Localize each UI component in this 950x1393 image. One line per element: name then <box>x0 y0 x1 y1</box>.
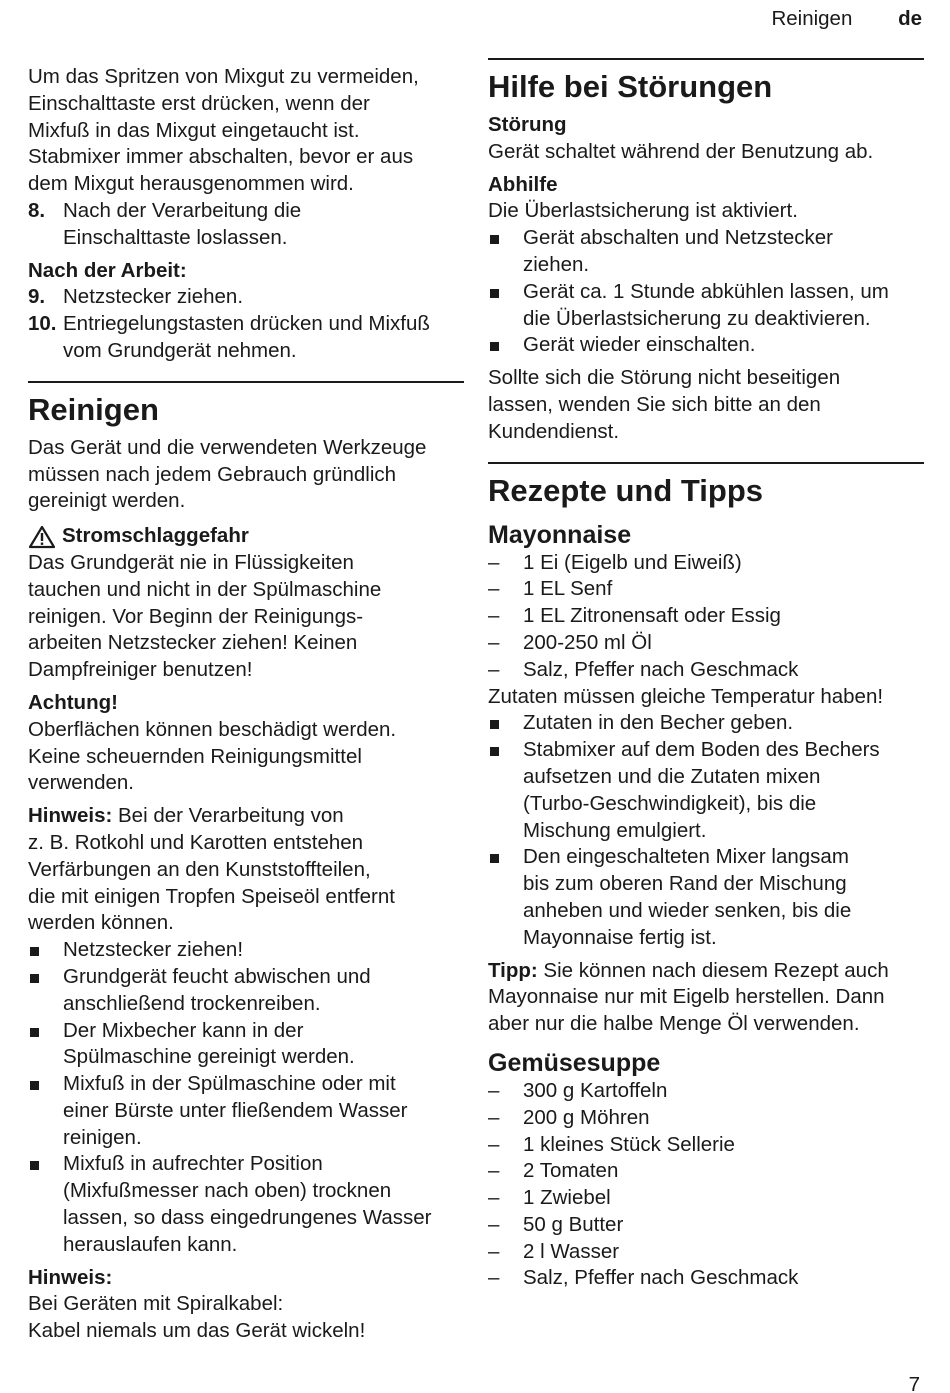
bullet-square-icon <box>28 1151 63 1258</box>
step-number: 10. <box>28 312 57 336</box>
dash-marker: – <box>488 1159 500 1183</box>
header-language: de <box>898 7 922 30</box>
text-line: die Überlastsicherung zu deaktivieren. <box>523 306 871 330</box>
text-line: 200 g Möhren <box>523 1105 650 1129</box>
text-line: Zutaten in den Becher geben. <box>523 711 794 735</box>
list-item <box>488 737 924 844</box>
after-work-label: Nach der Arbeit: <box>28 258 187 282</box>
text-line: 1 Zwiebel <box>523 1186 611 1210</box>
text-line: bis zum oberen Rand der Mischung <box>523 872 847 896</box>
warning-triangle-icon <box>28 525 56 549</box>
text-line: ziehen. <box>523 252 590 276</box>
hinweis-text <box>28 830 464 937</box>
hilfe-outro <box>488 365 924 445</box>
tipp-label: Tipp: <box>488 958 538 982</box>
bullet-square-icon <box>488 225 523 279</box>
text-line: Mixfuß in das Mixgut eingetaucht ist. <box>28 118 360 142</box>
rezepte-heading: Rezepte und Tipps <box>488 472 764 508</box>
text-line: Um das Spritzen von Mixgut zu vermeiden, <box>28 65 419 88</box>
step-9 <box>28 284 464 311</box>
text-line: 200-250 ml Öl <box>523 630 652 654</box>
list-item <box>488 550 924 577</box>
text-line: Grundgerät feucht abwischen und <box>63 964 371 988</box>
list-item <box>488 630 924 657</box>
text-line: Spülmaschine gereinigt werden. <box>63 1045 355 1069</box>
text-line: Mayonnaise fertig ist. <box>523 925 717 949</box>
mayo-note: Zutaten müssen gleiche Temperatur haben! <box>488 684 884 708</box>
text-line: (Mixfußmesser nach oben) trocknen <box>63 1179 392 1203</box>
text-line: Mixfuß in aufrechter Position <box>63 1152 323 1176</box>
hinweis2-text <box>28 1291 464 1345</box>
dash-marker: – <box>488 1186 500 1210</box>
list-item <box>488 710 924 737</box>
hinweis-label: Hinweis: <box>28 804 113 828</box>
text-line: Entriegelungstasten drücken und Mixfuß <box>63 312 430 336</box>
page-header <box>771 6 922 33</box>
list-item <box>488 1105 924 1132</box>
text-line: Keine scheuernden Reinigungsmittel <box>28 744 362 768</box>
text-line: 50 g Butter <box>523 1212 624 1236</box>
text-line: herauslaufen kann. <box>63 1232 238 1256</box>
text-line: die mit einigen Tropfen Speiseöl entfernt <box>28 884 395 908</box>
tipp-first-line <box>488 958 924 985</box>
warning-label: Stromschlaggefahr <box>62 524 249 548</box>
text-line: Salz, Pfeffer nach Geschmack <box>523 657 799 681</box>
text-line: werden können. <box>28 911 174 935</box>
section-divider <box>488 58 924 60</box>
list-item <box>28 1071 464 1151</box>
mayo-ingredients <box>488 550 924 684</box>
list-item <box>28 937 464 964</box>
dash-marker: – <box>488 1266 500 1290</box>
dash-marker: – <box>488 550 500 574</box>
text-line: Mayonnaise nur mit Eigelb herstellen. Dann <box>488 985 885 1009</box>
text-line: 2 l Wasser <box>523 1239 620 1263</box>
list-item <box>488 1239 924 1266</box>
list-item <box>488 279 924 333</box>
suppe-ingredients <box>488 1078 924 1292</box>
text-line: reinigen. <box>63 1125 142 1149</box>
dash-marker: – <box>488 577 500 601</box>
text-line: arbeiten Netzstecker ziehen! Keinen <box>28 631 358 655</box>
dash-marker: – <box>488 1212 500 1236</box>
text-line: Kundendienst. <box>488 419 620 443</box>
intro-text <box>28 64 464 198</box>
text-line: Das Grundgerät nie in Flüssigkeiten <box>28 550 354 574</box>
bullet-square-icon <box>488 737 523 844</box>
text-line: 1 EL Senf <box>523 577 613 601</box>
step-number: 8. <box>28 198 46 222</box>
text-line: Stabmixer auf dem Boden des Bechers <box>523 738 880 762</box>
text-line: Verfärbungen an den Kunststoffteilen, <box>28 857 371 881</box>
bullet-square-icon <box>488 279 523 333</box>
list-item <box>488 1078 924 1105</box>
bullet-square-icon <box>28 1018 63 1072</box>
bullet-square-icon <box>28 1071 63 1151</box>
hilfe-heading: Hilfe bei Störungen <box>488 69 773 104</box>
cleaning-bullets <box>28 937 464 1259</box>
list-item <box>488 844 924 951</box>
mayo-steps <box>488 710 924 951</box>
bullet-square-icon <box>488 332 523 359</box>
text-line: 2 Tomaten <box>523 1159 619 1183</box>
text-line: Nach der Verarbeitung die <box>63 198 302 222</box>
text-line: Netzstecker ziehen. <box>63 285 244 309</box>
text-line: reinigen. Vor Beginn der Reinigungs- <box>28 604 364 628</box>
abhilfe-text: Die Überlastsicherung ist aktiviert. <box>488 199 798 223</box>
list-item <box>488 225 924 279</box>
stoerung-text: Gerät schaltet während der Benutzung ab. <box>488 139 874 163</box>
achtung-label: Achtung! <box>28 690 118 714</box>
text-line: Bei Geräten mit Spiralkabel: <box>28 1292 284 1316</box>
text-line: Dampfreiniger benutzen! <box>28 658 253 682</box>
text-line: Mischung emulgiert. <box>523 818 707 842</box>
text-line: Einschalttaste loslassen. <box>63 225 288 249</box>
abhilfe-label: Abhilfe <box>488 172 558 196</box>
text-line: Sollte sich die Störung nicht beseitigen <box>488 366 841 390</box>
text-line: Den eingeschalteten Mixer langsam <box>523 845 849 869</box>
text-line: lassen, wenden Sie sich bitte an den <box>488 392 821 416</box>
text-line: Salz, Pfeffer nach Geschmack <box>523 1266 799 1290</box>
text-line: Mixfuß in der Spülmaschine oder mit <box>63 1072 396 1096</box>
bullet-square-icon <box>488 844 523 951</box>
dash-marker: – <box>488 604 500 628</box>
section-divider <box>488 462 924 464</box>
text-line: 1 Ei (Eigelb und Eiweiß) <box>523 550 742 574</box>
step-8 <box>28 198 464 252</box>
text-line: aufsetzen und die Zutaten mixen <box>523 764 821 788</box>
text-line: Der Mixbecher kann in der <box>63 1018 304 1042</box>
list-item <box>488 332 924 359</box>
step-10 <box>28 311 464 365</box>
dash-marker: – <box>488 630 500 654</box>
text-line: Das Gerät und die verwendeten Werkzeuge <box>28 435 427 459</box>
text-line: (Turbo-Geschwindigkeit), bis die <box>523 791 817 815</box>
text-line: 1 kleines Stück Sellerie <box>523 1132 735 1156</box>
text-line: Stabmixer immer abschalten, bevor er aus <box>28 145 414 169</box>
text-line: aber nur die halbe Menge Öl verwenden. <box>488 1012 860 1036</box>
warning-text <box>28 550 464 684</box>
dash-marker: – <box>488 1239 500 1263</box>
text-line: vom Grundgerät nehmen. <box>63 338 297 362</box>
bullet-square-icon <box>28 964 63 1018</box>
right-column <box>488 58 924 1292</box>
text-line: z. B. Rotkohl und Karotten entstehen <box>28 830 364 854</box>
text-line: lassen, so dass eingedrungenes Wasser <box>63 1206 432 1230</box>
hinweis-first-line <box>28 803 464 830</box>
text-line: verwenden. <box>28 771 134 795</box>
list-item <box>488 1265 924 1292</box>
text-line: dem Mixgut herausgenommen wird. <box>28 172 354 196</box>
hinweis2-label: Hinweis: <box>28 1265 113 1289</box>
mayonnaise-heading: Mayonnaise <box>488 520 632 549</box>
list-item <box>488 1158 924 1185</box>
step-number: 9. <box>28 285 46 309</box>
text-line: Oberflächen können beschädigt werden. <box>28 717 397 741</box>
text-line: Gerät ca. 1 Stunde abkühlen lassen, um <box>523 279 889 303</box>
page-number: 7 <box>908 1373 920 1393</box>
achtung-text <box>28 717 464 797</box>
text-line: anschließend trockenreiben. <box>63 991 321 1015</box>
reinigen-heading: Reinigen <box>28 391 159 427</box>
text-line: Gerät wieder einschalten. <box>523 333 756 357</box>
stoerung-label: Störung <box>488 113 567 136</box>
dash-marker: – <box>488 1132 500 1156</box>
list-item <box>488 1185 924 1212</box>
text-line: Netzstecker ziehen! <box>63 938 244 962</box>
text-line: Bei der Verarbeitung von <box>112 804 344 828</box>
list-item <box>488 1132 924 1159</box>
list-item <box>28 1018 464 1072</box>
dash-marker: – <box>488 657 500 681</box>
text-line: Einschalttaste erst drücken, wenn der <box>28 91 370 115</box>
list-item <box>488 576 924 603</box>
text-line: müssen nach jedem Gebrauch gründlich <box>28 462 397 486</box>
text-line: einer Bürste unter fließendem Wasser <box>63 1098 408 1122</box>
reinigen-text <box>28 435 464 515</box>
list-item <box>488 657 924 684</box>
text-line: anheben und wieder senken, bis die <box>523 898 852 922</box>
bullet-square-icon <box>28 937 63 964</box>
list-item <box>28 1151 464 1258</box>
warning-heading <box>28 523 464 550</box>
list-item <box>28 964 464 1018</box>
tipp-text <box>488 984 924 1038</box>
list-item <box>488 603 924 630</box>
text-line: Sie können nach diesem Rezept auch <box>537 958 889 982</box>
text-line: tauchen und nicht in der Spülmaschine <box>28 577 382 601</box>
section-divider <box>28 381 464 383</box>
gemuesesuppe-heading: Gemüsesuppe <box>488 1048 661 1077</box>
text-line: 300 g Kartoffeln <box>523 1078 668 1102</box>
text-line: gereinigt werden. <box>28 489 186 513</box>
text-line: 1 EL Zitronensaft oder Essig <box>523 604 781 628</box>
abhilfe-bullets <box>488 225 924 359</box>
header-section: Reinigen <box>771 7 853 30</box>
bullet-square-icon <box>488 710 523 737</box>
dash-marker: – <box>488 1105 500 1129</box>
text-line: Kabel niemals um das Gerät wickeln! <box>28 1319 366 1343</box>
list-item <box>488 1212 924 1239</box>
dash-marker: – <box>488 1078 500 1102</box>
text-line: Gerät abschalten und Netzstecker <box>523 226 833 250</box>
left-column <box>28 64 464 1345</box>
